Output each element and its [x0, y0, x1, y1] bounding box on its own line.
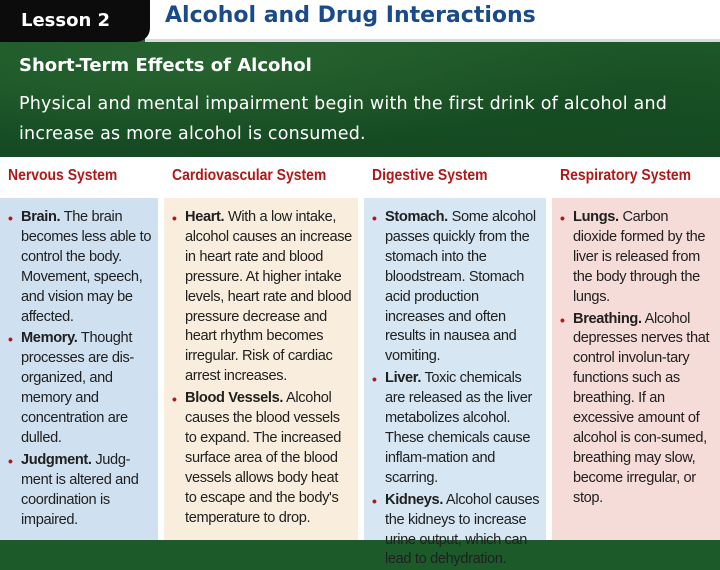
column-header [164, 157, 361, 195]
list-item [371, 491, 540, 570]
intro-text: Physical and mental impairment begin with the first drink of alcohol and increase as more alcohol is consumed. [19, 94, 668, 144]
column-header [0, 157, 161, 195]
page-title: Alcohol and Drug Interactions [165, 3, 536, 28]
item-title: Brain. [21, 209, 61, 225]
list-item [7, 329, 152, 448]
column-header [552, 157, 720, 195]
column-heading: Respiratory System [560, 167, 692, 184]
item-title: Liver. [385, 370, 422, 387]
item-title: Stomach. [385, 209, 448, 225]
item-text: Alcohol depresses nerves that control involun-tary functions such as breathing. If an excessive amount of alcohol is con-sumed, breathing may slow, become irregular, or stop. [573, 310, 710, 506]
item-title: Breathing. [573, 310, 642, 327]
bullet-icon: • [560, 311, 565, 328]
item-title: Blood Vessels. [185, 390, 284, 407]
column-divider [549, 157, 552, 540]
item-text: The brain becomes less able to control the body. Movement, speech, and vision may be affected. [21, 209, 152, 325]
column-respiratory-system [552, 157, 720, 540]
item-title: Kidneys. [385, 491, 444, 508]
lesson-tab [0, 0, 150, 42]
column-heading: Cardiovascular System [172, 167, 327, 184]
column-heading: Nervous System [8, 167, 118, 184]
item-text: Toxic chemicals are released as the liver metabolizes alcohol. These chemicals cause inflam-mation and scarring. [385, 370, 533, 486]
bullet-icon: • [8, 452, 13, 469]
item-text: Judg-ment is altered and coordination is impaired. [21, 451, 139, 528]
bullet-icon: • [8, 210, 13, 226]
bullet-icon: • [8, 331, 13, 348]
column-heading: Digestive System [372, 167, 488, 184]
lesson-label: Lesson 2 [21, 10, 111, 31]
bullet-icon: • [372, 210, 377, 226]
list-item [171, 389, 352, 528]
column-body [552, 198, 720, 540]
column-header [364, 157, 549, 195]
column-divider [161, 157, 164, 540]
list-item [371, 369, 540, 488]
list-item [371, 208, 540, 367]
item-title: Lungs. [573, 209, 619, 225]
column-digestive-system [364, 157, 549, 568]
list-item [7, 208, 152, 327]
column-nervous-system [0, 157, 161, 540]
item-text: Thought processes are dis-organized, and memory and concentration are dulled. [21, 330, 134, 446]
bullet-icon: • [172, 210, 177, 226]
bullet-icon: • [372, 492, 377, 509]
bullet-icon: • [172, 391, 177, 408]
column-cardiovascular-system [164, 157, 361, 540]
column-divider [361, 157, 364, 540]
list-item [171, 208, 352, 387]
item-text: Some alcohol passes quickly from the stomach into the bloodstream. Stomach acid production increases and often results in nausea and vomiting. [385, 209, 536, 365]
list-item [559, 310, 714, 509]
column-body [164, 198, 361, 540]
bullet-icon: • [372, 371, 377, 388]
item-text: Carbon dioxide formed by the liver is released from the body through the lungs. [573, 209, 706, 305]
column-body [364, 198, 549, 568]
header-board [0, 0, 720, 157]
item-text: Alcohol causes the blood vessels to expand. The increased surface area of the blood vessels allows body heat to escape and the body's temperature to drop. [185, 390, 342, 526]
column-body [0, 198, 161, 540]
item-title: Heart. [185, 209, 225, 225]
section-subtitle: Short-Term Effects of Alcohol [19, 55, 312, 76]
header-divider [0, 195, 720, 198]
item-title: Memory. [21, 330, 78, 347]
list-item [7, 451, 152, 531]
effects-table [0, 157, 720, 568]
bullet-icon: • [560, 210, 565, 226]
item-text: Alcohol causes the kidneys to increase urine output, which can lead to dehydration. [385, 491, 540, 568]
item-title: Judgment. [21, 451, 92, 468]
item-text: With a low intake, alcohol causes an increase in heart rate and blood pressure. At higher intake levels, heart rate and blood pressure decrease and heart rhythm becomes irregular. Risk of cardiac arrest increases. [185, 209, 352, 385]
list-item [559, 208, 714, 308]
